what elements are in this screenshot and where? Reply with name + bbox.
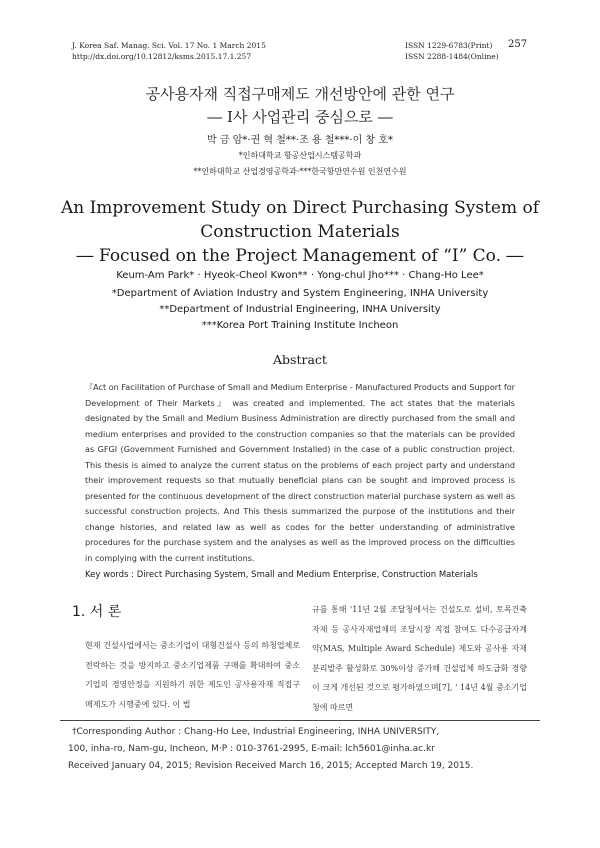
- journal-citation: J. Korea Saf. Manag. Sci. Vol. 17 No. 1 March 2015: [72, 41, 266, 50]
- footnote-rule: [60, 720, 540, 721]
- english-title-line1: An Improvement Study on Direct Purchasing System of: [60, 198, 540, 218]
- keywords: Key words : Direct Purchasing System, Small and Medium Enterprise, Construction Materials: [85, 570, 478, 580]
- doi-link[interactable]: http://dx.doi.org/10.12812/ksms.2015.17.1.257: [72, 52, 252, 61]
- korean-authors: 박 금 암*·권 혁 철**·조 용 철***·이 창 호*: [207, 135, 393, 146]
- abstract-body: 『Act on Facilitation of Purchase of Small and Medium Enterprise - Manufactured Products and Support for Development of Their Markets』 was created and implemented. The act states that the materials designated by the Small and Medium Business Administration are directly purchased from the small and medium enterprises and provided to the construction companies so that the materials can be provided as GFGI (Government Furnished and Government Installed) in the case of a public construction project. This thesis is aimed to analyze the current status on the problems of each project party and understand their improvement requests so that mutually beneficial plans can be sought and improved process is presented for the continuous development of the direct construction material purchase system as well as successful construction projects. And This thesis summarized the purpose of the institutions and their change histories, and related law as well as codes for the better understanding of administrative procedures for the purchase system and the analyses as well as the improved process on the difficulties in complying with the current institutions.: [85, 382, 515, 564]
- korean-title-line2: ― I사 사업관리 중심으로 ―: [207, 108, 393, 126]
- english-affiliation-3: ***Korea Port Training Institute Incheon: [201, 320, 399, 331]
- section-1-left-column: 현재 건설사업에서는 중소기업이 대형건설사 등의 하청업체로 전락하는 것을 방지하고 중소기업제품 구매를 확대하여 중소기업의 경영안정을 지원하기 위한 제도인 공사용자재 직접구매제도가 시행중에 있다. 이 법: [85, 641, 300, 709]
- english-authors: Keum-Am Park* · Hyeok-Cheol Kwon** · Yong-chul Jho*** · Chang-Ho Lee*: [116, 270, 484, 281]
- corresponding-author: †Corresponding Author : Chang-Ho Lee, Industrial Engineering, INHA UNIVERSITY,: [72, 727, 440, 737]
- issn-online: ISSN 2288-1484(Online): [405, 52, 499, 61]
- english-title-line2: Construction Materials: [200, 222, 400, 242]
- received-dates: Received January 04, 2015; Revision Received March 16, 2015; Accepted March 19, 2015.: [68, 761, 474, 771]
- korean-affiliation-1: *인하대학교 항공산업시스템공학과: [238, 151, 362, 160]
- abstract-heading: Abstract: [273, 352, 327, 367]
- english-affiliation-2: **Department of Industrial Engineering, INHA University: [159, 304, 441, 315]
- korean-affiliation-2: **인하대학교 산업경영공학과·***한국항만연수원 인천연수원: [193, 167, 407, 176]
- contact-info: 100, inha-ro, Nam-gu, Incheon, M·P : 010-3761-2995, E-mail: lch5601@inha.ac.kr: [68, 744, 435, 754]
- issn-print: ISSN 1229-6783(Print): [405, 41, 493, 50]
- section-1-heading: 1. 서 론: [72, 604, 122, 620]
- korean-title-line1: 공사용자재 직접구매제도 개선방안에 관한 연구: [145, 85, 455, 103]
- page-number: 257: [508, 39, 528, 50]
- english-affiliation-1: *Department of Aviation Industry and System Engineering, INHA University: [111, 288, 489, 299]
- section-1-right-column: 규를 통해 '11년 2월 조달청에서는 건설도로 설비, 토목건축자재 등 공사자재업체의 조달시장 직접 참여도 다수공급자계약(MAS, Multiple Award Schedule) 제도와 공사용 자재 분리발주 활성화로 30%이상 증가해 건설업체 하도급화 경향이 크게 개선된 것으로 평가하였으며[7], ' 14년 4월 중소기업청에 따르면: [312, 605, 527, 712]
- english-title-line3: ― Focused on the Project Management of “I” Co. ―: [76, 246, 524, 266]
